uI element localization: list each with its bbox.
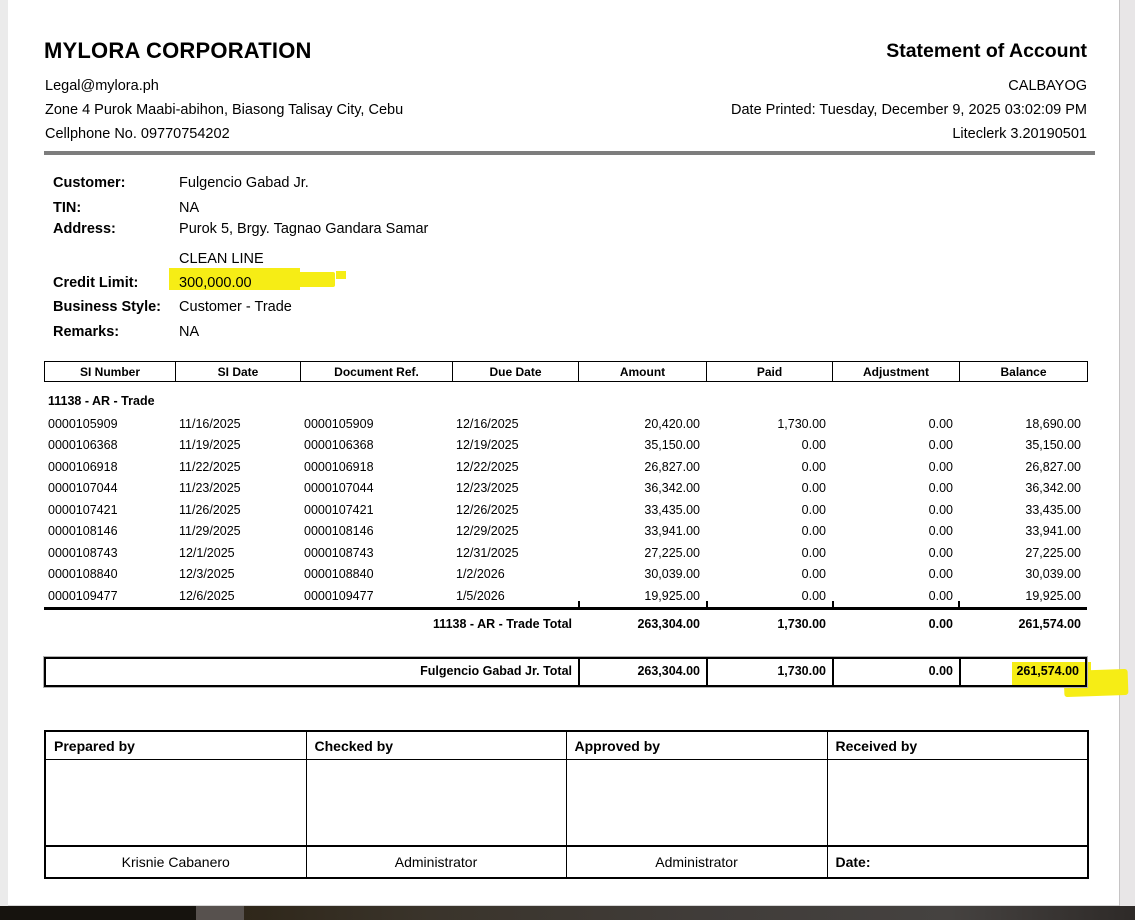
column-header-due-date: Due Date — [453, 362, 579, 382]
credit-limit-highlight-speck — [336, 271, 346, 279]
balance-cell: 30,039.00 — [1025, 567, 1081, 582]
amount-cell: 35,150.00 — [644, 438, 700, 453]
si-date-cell: 12/3/2025 — [179, 567, 235, 582]
address-value: Purok 5, Brgy. Tagnao Gandara Samar — [179, 221, 429, 237]
table-row — [44, 456, 1087, 478]
company-address: Zone 4 Purok Maabi-abihon, Biasong Talisay City, Cebu — [45, 102, 404, 118]
report-title: Statement of Account — [886, 40, 1087, 62]
table-row — [44, 435, 1087, 457]
adjustment-cell: 0.00 — [928, 588, 953, 603]
taskbar-strip[interactable] — [0, 906, 1135, 920]
paid-cell: 0.00 — [801, 481, 826, 496]
company-name: MYLORA CORPORATION — [44, 38, 312, 63]
adjustment-cell: 0.00 — [928, 502, 953, 517]
adjustment-cell: 0.00 — [928, 416, 953, 431]
signature-header-row — [45, 731, 1088, 760]
amount-cell: 33,941.00 — [644, 524, 700, 539]
table-row — [44, 564, 1087, 586]
paid-cell: 0.00 — [801, 438, 826, 453]
balance-cell: 33,941.00 — [1025, 524, 1081, 539]
document-ref-cell: 0000109477 — [304, 588, 374, 603]
document-page — [8, 0, 1120, 906]
remarks-value: NA — [179, 324, 200, 340]
si-date-cell: 12/1/2025 — [179, 545, 235, 560]
checked-by-header: Checked by — [306, 731, 566, 760]
grand-total-row — [44, 657, 1087, 687]
adjustment-cell: 0.00 — [928, 567, 953, 582]
amount-cell: 20,420.00 — [644, 416, 700, 431]
due-date-cell: 12/23/2025 — [456, 481, 519, 496]
due-date-cell: 12/29/2025 — [456, 524, 519, 539]
column-tick — [578, 601, 580, 607]
group-total-paid: 1,730.00 — [777, 617, 826, 631]
si-number-cell: 0000107044 — [48, 481, 118, 496]
column-header-amount: Amount — [579, 362, 707, 382]
table-header-row — [44, 361, 1088, 382]
credit-limit-label: Credit Limit: — [53, 275, 139, 291]
signature-space-cell — [827, 760, 1088, 847]
remarks-label: Remarks: — [53, 324, 120, 340]
table-row — [44, 478, 1087, 500]
document-ref-cell: 0000107044 — [304, 481, 374, 496]
adjustment-cell: 0.00 — [928, 545, 953, 560]
document-ref-cell: 0000107421 — [304, 502, 374, 517]
balance-cell: 33,435.00 — [1025, 502, 1081, 517]
credit-limit-row — [53, 275, 252, 291]
document-ref-cell: 0000106918 — [304, 459, 374, 474]
group-total-adjustment: 0.00 — [928, 617, 953, 631]
grand-total-balance: 261,574.00 — [959, 659, 1085, 685]
grand-total-amount: 263,304.00 — [578, 659, 706, 685]
column-header-paid: Paid — [707, 362, 833, 382]
credit-limit-highlight-tail — [297, 272, 335, 287]
ar-trade-group-label: 11138 - AR - Trade — [48, 394, 155, 408]
customer-value: Fulgencio Gabad Jr. — [179, 175, 309, 191]
received-by-header: Received by — [827, 731, 1088, 760]
totals-separator — [44, 607, 1087, 610]
column-tick — [706, 601, 708, 607]
si-number-cell: 0000109477 — [48, 588, 118, 603]
customer-row — [53, 175, 309, 191]
company-phone: Cellphone No. 09770754202 — [45, 126, 230, 142]
paid-cell: 0.00 — [801, 545, 826, 560]
document-ref-cell: 0000108840 — [304, 567, 374, 582]
paid-cell: 0.00 — [801, 588, 826, 603]
amount-cell: 30,039.00 — [644, 567, 700, 582]
due-date-cell: 1/2/2026 — [456, 567, 505, 582]
group-total-row — [44, 612, 1087, 636]
right-gutter — [1119, 0, 1135, 906]
tin-label: TIN: — [53, 200, 82, 216]
balance-cell: 35,150.00 — [1025, 438, 1081, 453]
si-number-cell: 0000106918 — [48, 459, 118, 474]
due-date-cell: 12/16/2025 — [456, 416, 519, 431]
si-number-cell: 0000105909 — [48, 416, 118, 431]
company-email: Legal@mylora.ph — [45, 78, 159, 94]
adjustment-cell: 0.00 — [928, 459, 953, 474]
report-branch: CALBAYOG — [1008, 78, 1087, 94]
paid-cell: 0.00 — [801, 502, 826, 517]
signature-space-row — [45, 760, 1088, 847]
si-number-cell: 0000107421 — [48, 502, 118, 517]
balance-cell: 18,690.00 — [1025, 416, 1081, 431]
grand-total-paid: 1,730.00 — [706, 659, 832, 685]
column-header-adjustment: Adjustment — [833, 362, 960, 382]
credit-limit-value: 300,000.00 — [179, 275, 252, 291]
table-row — [44, 499, 1087, 521]
due-date-cell: 12/22/2025 — [456, 459, 519, 474]
prepared-by-header: Prepared by — [45, 731, 306, 760]
line-type-row — [53, 251, 264, 267]
amount-cell: 27,225.00 — [644, 545, 700, 560]
si-date-cell: 11/26/2025 — [179, 502, 241, 517]
group-total-balance: 261,574.00 — [1018, 617, 1081, 631]
amount-cell: 33,435.00 — [644, 502, 700, 517]
adjustment-cell: 0.00 — [928, 524, 953, 539]
document-ref-cell: 0000106368 — [304, 438, 374, 453]
signature-space-cell — [45, 760, 306, 847]
balance-cell: 27,225.00 — [1025, 545, 1081, 560]
due-date-cell: 12/31/2025 — [456, 545, 519, 560]
amount-cell: 19,925.00 — [644, 588, 700, 603]
column-header-document-ref: Document Ref. — [301, 362, 453, 382]
remarks-row — [53, 324, 199, 340]
due-date-cell: 12/19/2025 — [456, 438, 519, 453]
line-type-value: CLEAN LINE — [179, 251, 264, 267]
adjustment-cell: 0.00 — [928, 481, 953, 496]
invoice-rows — [44, 413, 1087, 607]
si-date-cell: 11/16/2025 — [179, 416, 241, 431]
table-row — [44, 542, 1087, 564]
invoice-table — [44, 413, 1087, 607]
paid-cell: 0.00 — [801, 567, 826, 582]
table-row — [44, 521, 1087, 543]
column-header-si-date: SI Date — [176, 362, 301, 382]
signature-table — [44, 730, 1089, 879]
customer-label: Customer: — [53, 175, 126, 191]
si-date-cell: 11/29/2025 — [179, 524, 241, 539]
report-date-printed: Date Printed: Tuesday, December 9, 2025 03:02:09 PM — [731, 102, 1087, 118]
paid-cell: 0.00 — [801, 524, 826, 539]
tin-row — [53, 200, 199, 216]
tin-value: NA — [179, 200, 200, 216]
si-date-cell: 11/22/2025 — [179, 459, 241, 474]
report-software-version: Liteclerk 3.20190501 — [952, 126, 1087, 142]
signature-name-row — [45, 846, 1088, 878]
prepared-by-name: Krisnie Cabanero — [45, 846, 306, 878]
group-total-amount: 263,304.00 — [637, 617, 700, 631]
column-tick — [832, 601, 834, 607]
si-number-cell: 0000106368 — [48, 438, 118, 453]
table-row — [44, 413, 1087, 435]
paid-cell: 0.00 — [801, 459, 826, 474]
balance-cell: 36,342.00 — [1025, 481, 1081, 496]
document-ref-cell: 0000108743 — [304, 545, 374, 560]
business-style-value: Customer - Trade — [179, 299, 292, 315]
si-date-cell: 12/6/2025 — [179, 588, 235, 603]
amount-cell: 26,827.00 — [644, 459, 700, 474]
adjustment-cell: 0.00 — [928, 438, 953, 453]
checked-by-name: Administrator — [306, 846, 566, 878]
paid-cell: 1,730.00 — [777, 416, 826, 431]
approved-by-header: Approved by — [566, 731, 827, 760]
si-date-cell: 11/19/2025 — [179, 438, 241, 453]
si-number-cell: 0000108840 — [48, 567, 118, 582]
business-style-label: Business Style: — [53, 299, 161, 315]
signature-space-cell — [306, 760, 566, 847]
amount-cell: 36,342.00 — [644, 481, 700, 496]
address-label: Address: — [53, 221, 116, 237]
column-tick — [958, 601, 960, 607]
document-ref-cell: 0000108146 — [304, 524, 374, 539]
balance-cell: 26,827.00 — [1025, 459, 1081, 474]
si-number-cell: 0000108743 — [48, 545, 118, 560]
balance-cell: 19,925.00 — [1025, 588, 1081, 603]
si-date-cell: 11/23/2025 — [179, 481, 241, 496]
address-row — [53, 221, 428, 237]
document-ref-cell: 0000105909 — [304, 416, 374, 431]
due-date-cell: 1/5/2026 — [456, 588, 505, 603]
column-header-si-number: SI Number — [45, 362, 176, 382]
grand-total-label: Fulgencio Gabad Jr. Total — [46, 659, 578, 685]
table-row — [44, 585, 1087, 607]
grand-total-adjustment: 0.00 — [832, 659, 959, 685]
due-date-cell: 12/26/2025 — [456, 502, 519, 517]
signature-space-cell — [566, 760, 827, 847]
business-style-row — [53, 299, 292, 315]
date-label: Date: — [827, 846, 1088, 878]
approved-by-name: Administrator — [566, 846, 827, 878]
si-number-cell: 0000108146 — [48, 524, 118, 539]
header-divider — [44, 151, 1095, 155]
group-total-label: 11138 - AR - Trade Total — [433, 617, 572, 631]
column-header-balance: Balance — [960, 362, 1088, 382]
